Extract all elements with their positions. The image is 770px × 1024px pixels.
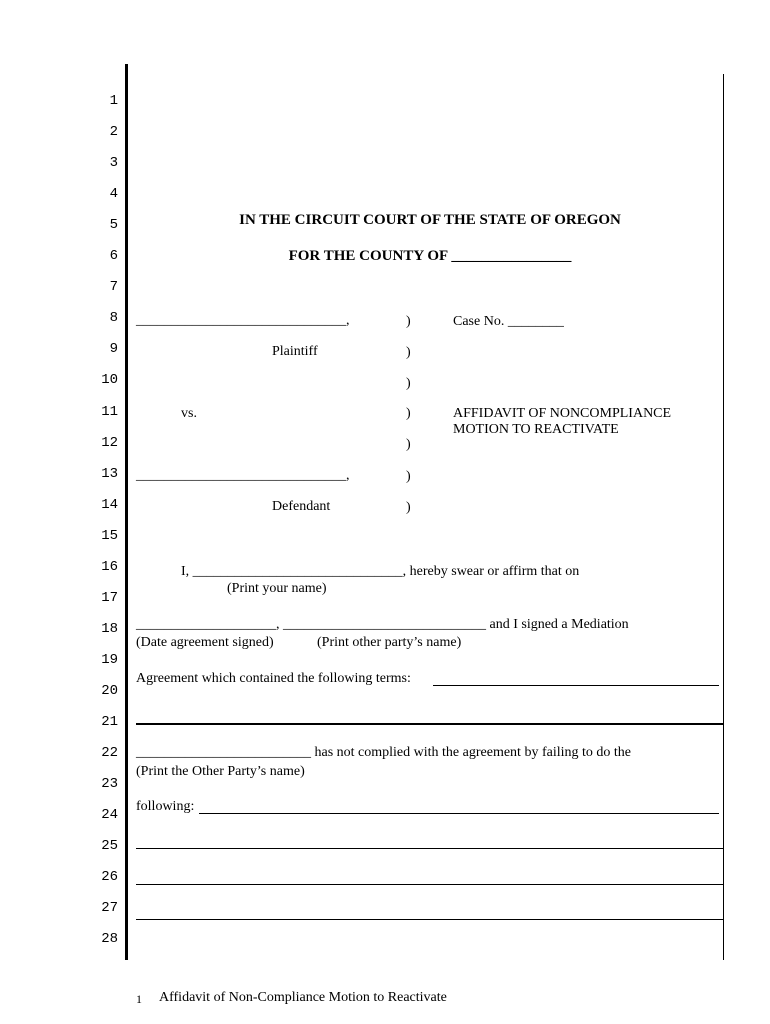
document-title-line-1: AFFIDAVIT OF NONCOMPLIANCE: [453, 406, 672, 421]
line-number: 12: [101, 434, 118, 451]
line-number: 22: [101, 745, 118, 762]
line-number: 26: [101, 869, 118, 886]
line-number: 14: [101, 496, 118, 513]
line-number: 11: [101, 403, 118, 420]
line-number: 2: [109, 124, 118, 141]
blank-line[interactable]: [136, 848, 724, 849]
footer-page-number: 1: [136, 992, 142, 1006]
caption-paren: ): [406, 500, 411, 515]
agreement-terms-label: Agreement which contained the following terms:: [136, 671, 411, 686]
caption-paren: ): [406, 345, 411, 360]
line-number: 10: [101, 372, 118, 389]
print-your-name-hint: (Print your name): [227, 581, 327, 596]
line-number: 18: [101, 620, 118, 637]
date-agreement-signed-hint: (Date agreement signed): [136, 635, 274, 650]
plaintiff-name-blank[interactable]: ______________________________,: [136, 313, 350, 328]
following-label: following:: [136, 799, 195, 814]
following-blank[interactable]: [199, 813, 719, 814]
blank-line[interactable]: [136, 884, 724, 885]
line-number: 28: [101, 931, 118, 948]
caption-paren: ): [406, 314, 411, 329]
defendant-name-blank[interactable]: ______________________________,: [136, 468, 350, 483]
line-number: 23: [101, 776, 118, 793]
print-other-party-hint: (Print other party’s name): [317, 635, 462, 650]
noncompliance-statement[interactable]: _________________________ has not complied with the agreement by failing to do the: [136, 745, 631, 760]
affiant-statement[interactable]: I, ______________________________, hereby swear or affirm that on: [181, 564, 580, 579]
line-number: 9: [109, 341, 118, 358]
line-number: 17: [101, 589, 118, 606]
line-number: 20: [101, 682, 118, 699]
blank-line[interactable]: [136, 919, 724, 920]
county-heading: FOR THE COUNTY OF ________________: [288, 248, 572, 264]
section-divider: [136, 723, 724, 725]
left-margin-rule: [125, 64, 128, 960]
caption-paren: ): [406, 469, 411, 484]
agreement-terms-blank[interactable]: [433, 685, 719, 686]
plaintiff-label: Plaintiff: [272, 344, 318, 359]
line-number: 6: [109, 248, 118, 265]
line-number: 16: [101, 558, 118, 575]
vs-label: vs.: [181, 406, 197, 421]
defendant-label: Defendant: [272, 499, 331, 514]
line-number: 8: [109, 310, 118, 327]
line-number: 21: [101, 714, 118, 730]
print-other-party-name-hint: (Print the Other Party’s name): [136, 764, 305, 779]
line-number: 15: [101, 527, 118, 544]
line-number: 24: [101, 807, 118, 824]
line-number: 5: [109, 217, 118, 234]
line-number: 7: [109, 279, 118, 296]
caption-paren: ): [406, 376, 411, 391]
court-heading: IN THE CIRCUIT COURT OF THE STATE OF OREGON: [239, 212, 621, 228]
line-number: 13: [101, 465, 118, 482]
line-number: 1: [109, 93, 118, 109]
right-margin-rule: [723, 74, 724, 960]
case-number-field[interactable]: Case No. ________: [453, 314, 564, 329]
line-number: 19: [101, 651, 118, 668]
line-number: 27: [101, 900, 118, 917]
document-title-line-2: MOTION TO REACTIVATE: [453, 422, 619, 437]
caption-paren: ): [406, 437, 411, 452]
line-number: 4: [109, 186, 118, 203]
line-number: 3: [109, 155, 118, 172]
caption-paren: ): [406, 406, 411, 421]
footer-title: Affidavit of Non-Compliance Motion to Reactivate: [159, 990, 447, 1005]
agreement-date-and-party-line[interactable]: ____________________, _____________________________ and I signed a Mediation: [136, 617, 629, 632]
line-number: 25: [101, 838, 118, 855]
